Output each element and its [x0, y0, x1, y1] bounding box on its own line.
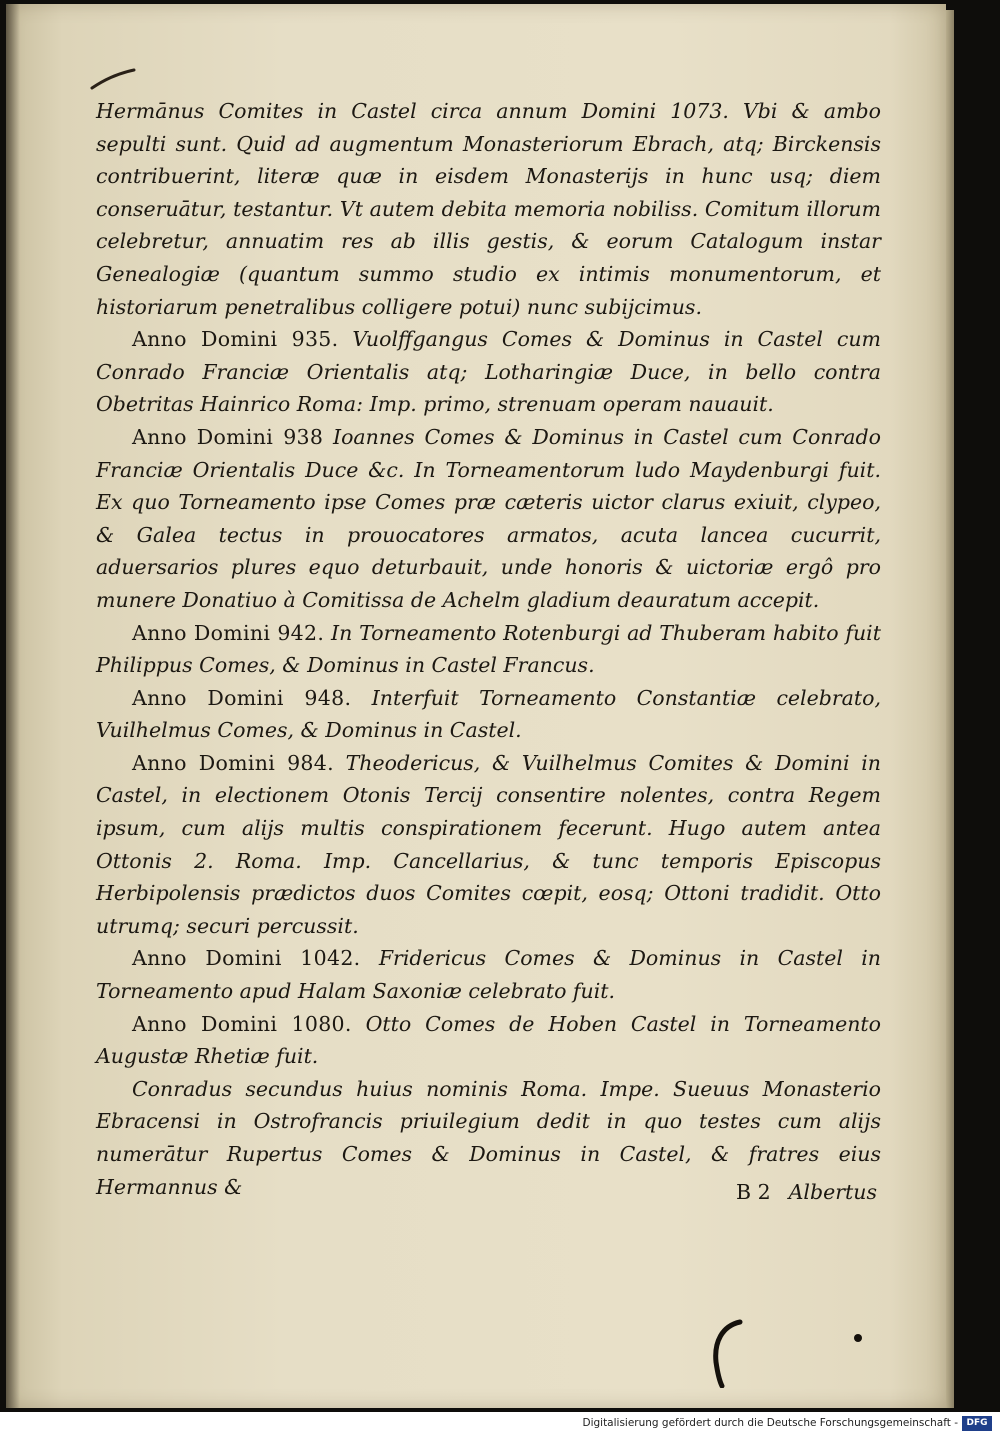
paragraph-lead: Anno Domini 948.	[132, 685, 352, 710]
paragraph-anno-984	[96, 747, 881, 943]
paragraph-text: Fridericus Comes & Dominus in Castel in Torneamento apud Halam Saxoniæ celebrato fuit.	[96, 946, 881, 1004]
paragraph-text: Vuolffgangus Comes & Dominus in Castel cum Conrado Franciæ Orientalis atq; Lotharingiæ Duce, in bello contra Obetritas Hainrico Roma: Imp. primo, strenuam operam nauauit.	[96, 327, 881, 417]
ink-stroke-mark	[90, 68, 138, 92]
paragraph-anno-942	[96, 617, 881, 682]
page-body-text	[96, 95, 881, 1203]
paragraph-anno-948	[96, 682, 881, 747]
paragraph-lead: Anno Domini 1042.	[132, 946, 361, 971]
paragraph-intro	[96, 95, 881, 323]
paragraph-text: Otto Comes de Hoben Castel in Torneamento Augustæ Rhetiæ fuit.	[96, 1011, 881, 1069]
paragraph-anno-938	[96, 421, 881, 617]
paragraph-text: Theodericus, & Vuilhelmus Comites & Domini in Castel, in electionem Otonis Tercij consentire nolentes, contra Regem ipsum, cum alijs multis conspirationem fecerunt. Hugo autem antea Ottonis 2. Roma. Imp. Cancellarius, & tunc temporis Episcopus Herbipolensis prædictos duos Comites cœpit, eosq; Ottoni tradidit. Otto utrumq; securi percussit.	[96, 750, 882, 938]
paragraph-lead: Anno Domini 938	[132, 424, 324, 449]
paragraph-anno-1080	[96, 1008, 881, 1073]
paragraph-text: In Torneamento Rotenburgi ad Thuberam habito fuit Philippus Comes, & Dominus in Castel Francus.	[96, 620, 881, 678]
catchword: Albertus	[788, 1180, 877, 1204]
paragraph-text: Ioannes Comes & Dominus in Castel cum Conrado Franciæ Orientalis Duce &c. In Torneamentorum ludo Maydenburgi fuit. Ex quo Torneamento ipse Comes præ cæteris uictor clarus exiuit, clypeo, & Galea tectus in prouocatores armatos, acuta lancea cucurrit, aduersarios plures equo deturbauit, unde honoris & uictoriæ ergô pro munere Donatiuo à Comitissa de Achelm gladium deauratum accepit.	[96, 424, 881, 612]
page-catchline	[96, 1180, 881, 1212]
paragraph-anno-1042	[96, 942, 881, 1007]
paragraph-lead: Anno Domini 935.	[132, 327, 339, 352]
footer-credit-text: Digitalisierung gefördert durch die Deutsche Forschungsgemeinschaft -	[582, 1417, 958, 1429]
signature-mark: B 2	[736, 1180, 771, 1204]
paragraph-text: Hermānus Comites in Castel circa annum Domini 1073. Vbi & ambo sepulti sunt. Quid ad augmentum Monasteriorum Ebrach, atq; Birckensis contribuerint, literæ quæ in eisdem Monasterijs in hunc usq; diem conseruātur, testantur. Vt autem debita memoria nobiliss. Comitum illorum celebretur, annuatim res ab illis gestis, & eorum Catalogum instar Genealogiæ (quantum summo studio ex intimis monumentorum, et historiarum penetralibus colligere potui) nunc subijcimus.	[96, 99, 881, 319]
digitization-footer	[0, 1412, 1000, 1436]
page-gutter-shadow	[6, 4, 20, 1408]
paragraph-anno-935	[96, 323, 881, 421]
paragraph-text: Interfuit Torneamento Constantiæ celebrato, Vuilhelmus Comes, & Dominus in Castel.	[96, 685, 881, 743]
paragraph-lead: Anno Domini 984.	[132, 750, 334, 775]
paragraph-text: Conradus secundus huius nominis Roma. Impe. Sueuus Monasterio Ebracensi in Ostrofrancis priuilegium dedit in quo testes cum alijs numerātur Rupertus Comes & Dominus in Castel, & fratres eius Hermannus &	[96, 1076, 881, 1199]
dfg-logo-icon: DFG	[962, 1416, 992, 1431]
paragraph-lead: Anno Domini 942.	[132, 620, 325, 645]
paragraph-lead: Anno Domini 1080.	[132, 1011, 352, 1036]
ink-bracket-mark	[700, 1318, 880, 1388]
page-edge	[946, 10, 954, 1408]
